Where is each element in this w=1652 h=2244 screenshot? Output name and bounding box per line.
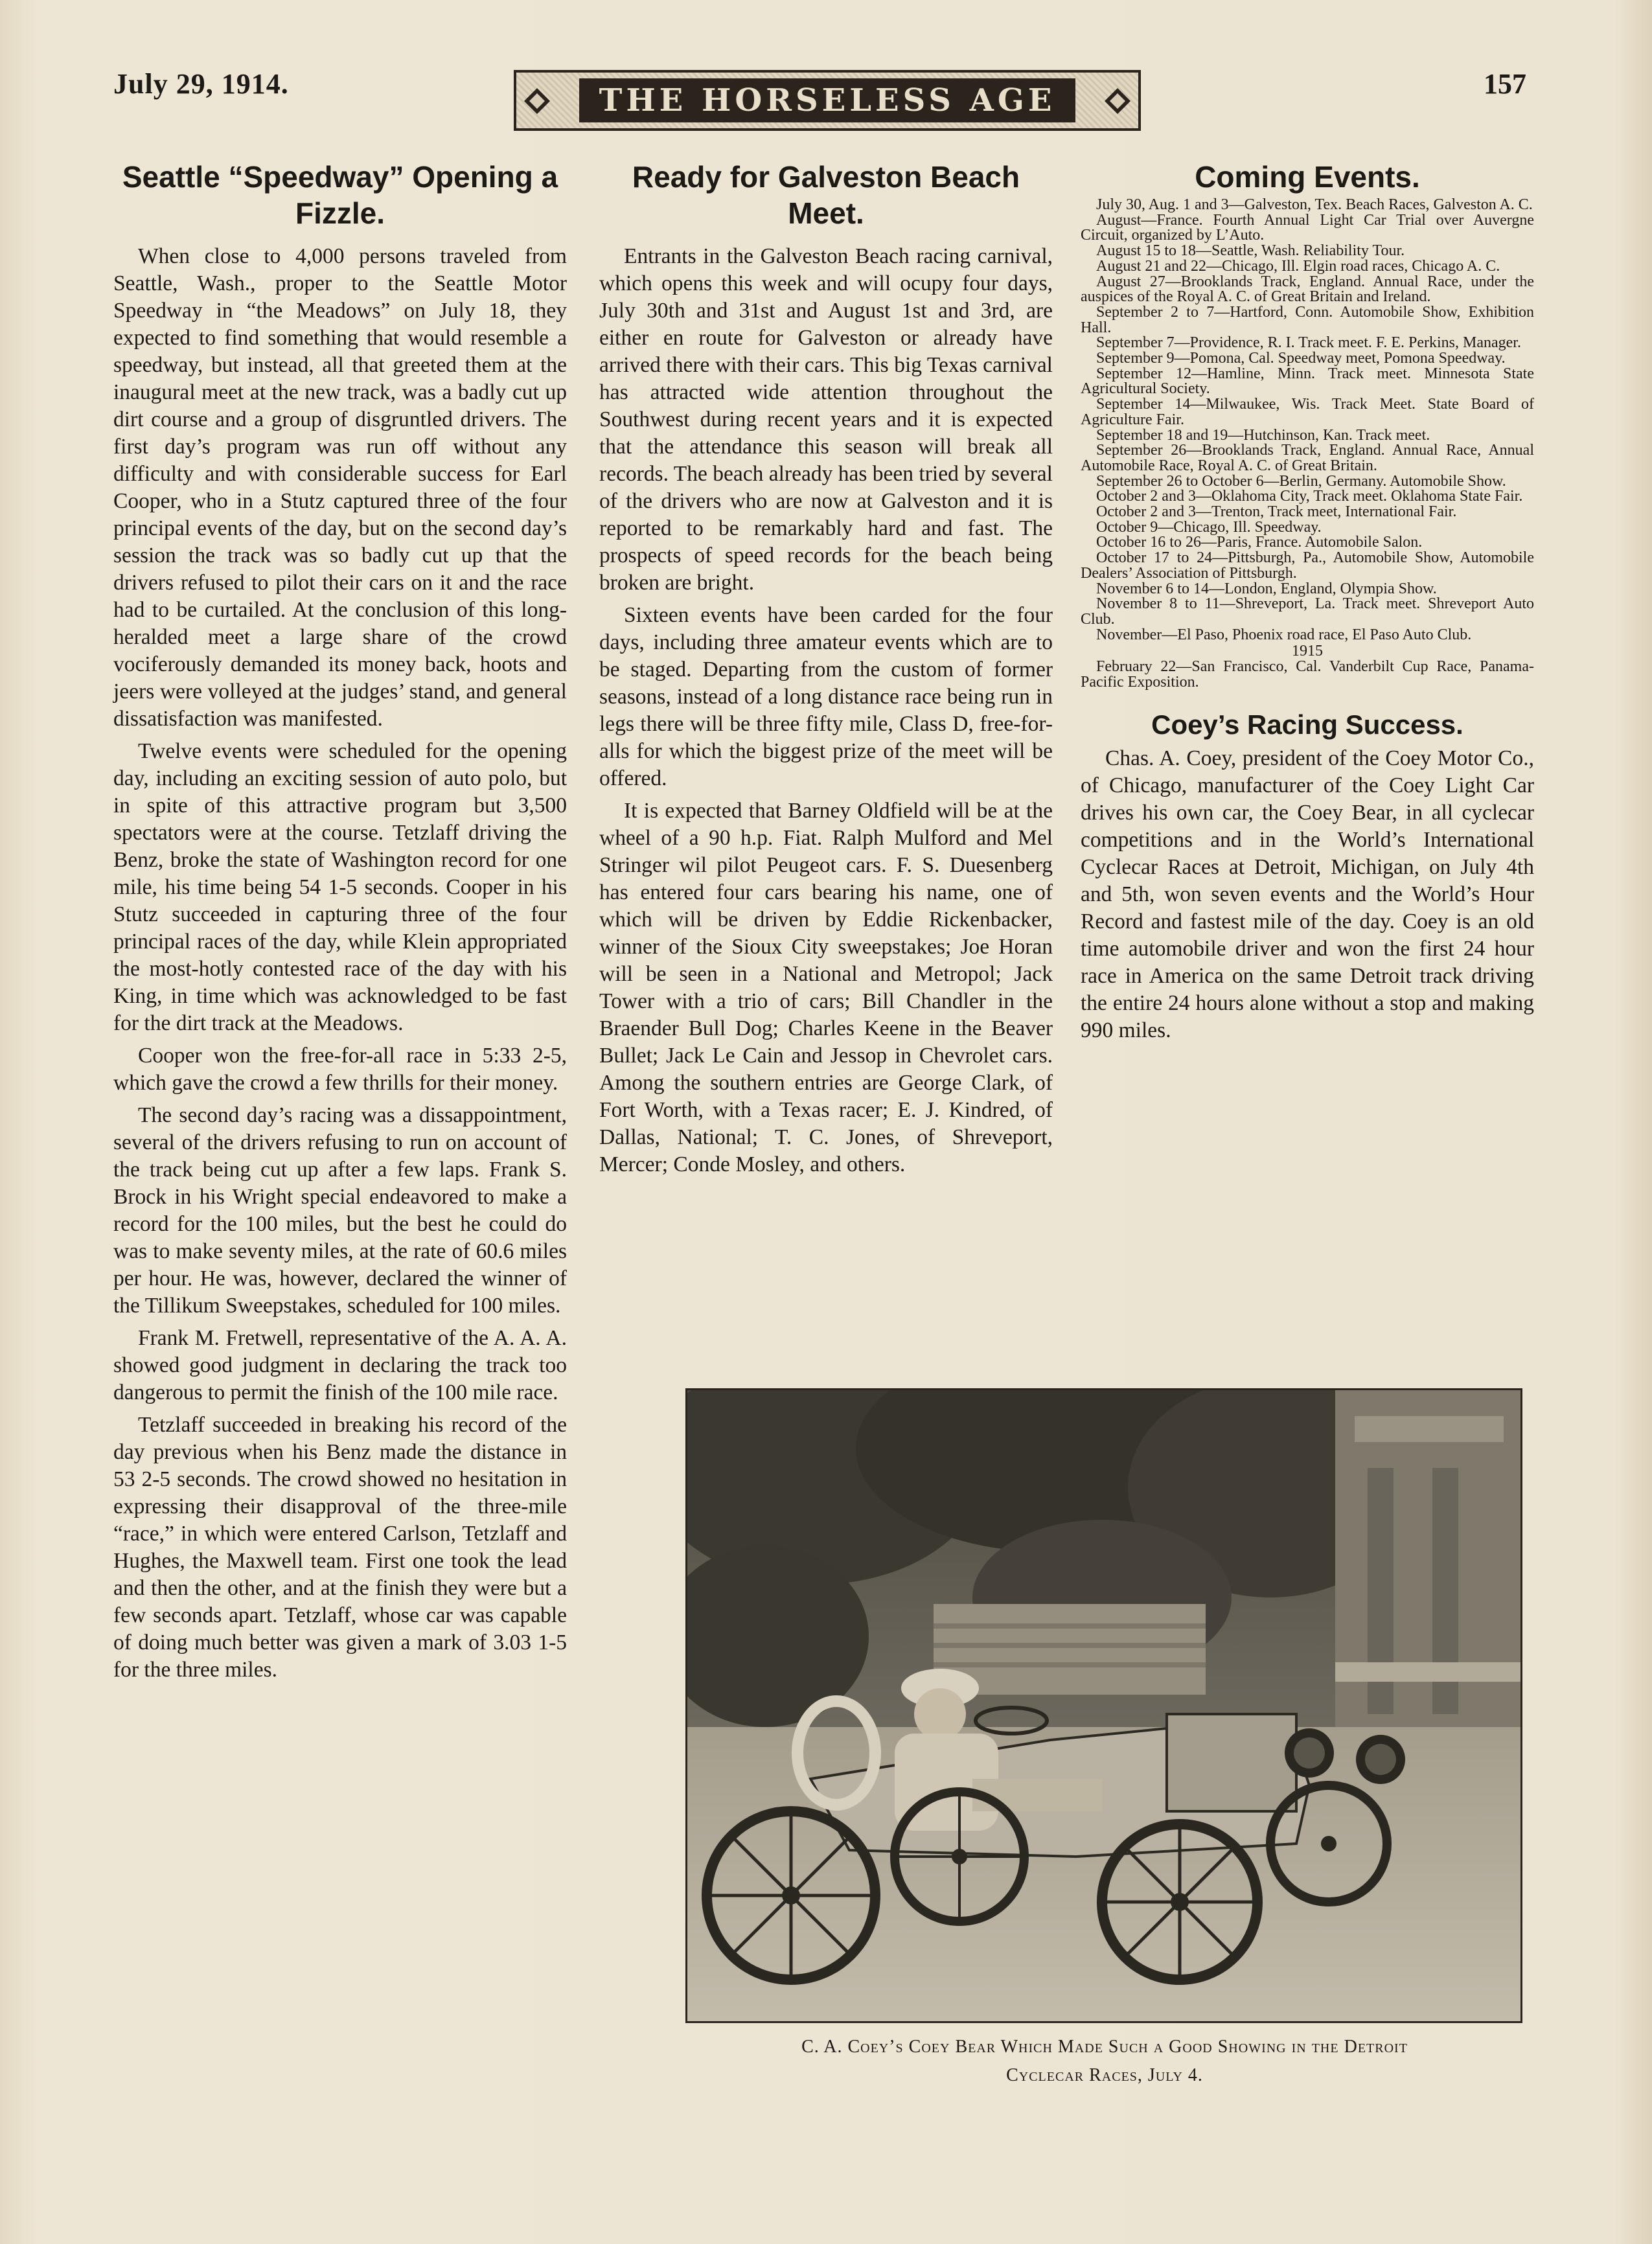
event-item: September 9—Pomona, Cal. Speedway meet, Pomona Speedway.	[1096, 350, 1506, 367]
event-item: September 7—Providence, R. I. Track meet. F. E. Perkins, Manager.	[1096, 334, 1521, 352]
event-item: November 8 to 11—Shreveport, La. Track meet. Shreveport Auto Club.	[1081, 595, 1534, 628]
event-item: October 9—Chicago, Ill. Speedway.	[1096, 518, 1322, 536]
event-item: October 2 and 3—Trenton, Track meet, International Fair.	[1096, 503, 1457, 521]
seattle-paragraph: Cooper won the free-for-all race in 5:33 2-5, which gave the crowd a few thrills for their money.	[113, 1044, 567, 1095]
seattle-paragraph: The second day’s racing was a dissappointment, several of the drivers refusing to run on account of the track being cut up after a few laps. Frank S. Brock in his Wright special endeavored to make a record for the 100 miles, but the best he could do was to make seventy miles, at the rate of 60.6 miles per hour. He was, however, declared the winner of the Tillikum Sweepstakes, scheduled for 100 miles.	[113, 1103, 567, 1318]
caption-line: Cyclecar Races, July 4.	[1006, 2065, 1203, 2085]
issue-date: July 29, 1914.	[113, 68, 289, 100]
event-item: September 26 to October 6—Berlin, Germany. Automobile Show.	[1096, 472, 1506, 490]
event-item: July 30, Aug. 1 and 3—Galveston, Tex. Beach Races, Galveston A. C.	[1096, 196, 1533, 213]
galveston-article	[599, 159, 1053, 1184]
coey-headline: Coey’s Racing Success.	[1151, 709, 1463, 740]
event-item: November—El Paso, Phoenix road race, El Paso Auto Club.	[1096, 626, 1472, 643]
galveston-paragraph: Entrants in the Galveston Beach racing carnival, which opens this week and will ocupy four days, July 30th and 31st and August 1st and 3rd, are either en route for Galveston or already have arrived there with their cars. This big Texas carnival has attracted wide attention throughout the Southwest during recent years and it is expected that the attendance this season will break all records. The beach already has been tried by several of the drivers who are now at Galveston and it is reported to be remarkably hard and fast. The prospects of speed records for the beach being broken are bright.	[599, 244, 1053, 595]
photo-caption	[635, 2033, 1574, 2090]
event-item: February 22—San Francisco, Cal. Vanderbilt Cup Race, Panama-Pacific Exposition.	[1081, 658, 1534, 691]
seattle-paragraph: When close to 4,000 persons traveled from Seattle, Wash., proper to the Seattle Motor Speedway in “the Meadows” on July 18, they expected to find something that would resemble a speedway, but instead, all that greeted them at the inaugural meet at the new track, was a badly cut up dirt course and a group of disgruntled drivers. The first day’s program was run off without any difficulty and with considerable success for Earl Cooper, who in a Stutz captured three of the four principal events of the day, but on the second day’s session the track was so badly cut up that the drivers refused to pilot their cars on it and the race had to be curtailed. At the conclusion of this long-heralded meet a large share of the crowd vociferously demanded its money back, hoots and jeers were volleyed at the judges’ stand, and general dissatisfaction was manifested.	[113, 244, 567, 731]
event-item: November 6 to 14—London, England, Olympia Show.	[1096, 580, 1437, 597]
galveston-headline: Ready for Galveston Beach Meet.	[632, 160, 1020, 230]
galveston-paragraph: It is expected that Barney Oldfield will be at the wheel of a 90 h.p. Fiat. Ralph Mulford and Mel Stringer wil pilot Peugeot cars. F. S. Duesenberg has entered four cars bearing his name, one of which will be driven by Eddie Rickenbacker, winner of the Sioux City sweepstakes; Joe Horan will be seen in a National and Metropol; Jack Tower with a trio of cars; Bill Chandler in the Braender Bull Dog; Charles Keene in the Beaver Bullet; Jack Le Cain and Jessop in Chevrolet cars. Among the southern entries are George Clark, of Fort Worth, with a Texas racer; E. J. Kindred, of Dallas, National; T. C. Jones, of Shreveport, Mercer; Conde Mosley, and others.	[599, 799, 1053, 1176]
event-item: September 12—Hamline, Minn. Track meet. Minnesota State Agricultural Society.	[1081, 365, 1534, 398]
event-item: August—France. Fourth Annual Light Car Trial over Auvergne Circuit, organized by L’Auto.	[1081, 211, 1534, 244]
event-item: September 18 and 19—Hutchinson, Kan. Track meet.	[1096, 426, 1430, 444]
galveston-paragraph: Sixteen events have been carded for the four days, including three amateur events which are to be staged. Departing from the custom of former seasons, instead of a long distance race being run in legs there will be three fifty mile, Class D, free-for-alls for which the biggest prize of the meet will be offered.	[599, 603, 1053, 790]
masthead-title: THE HORSELESS AGE	[599, 82, 1056, 119]
event-item: August 27—Brooklands Track, England. Annual Race, under the auspices of the Royal A. C. of Great Britain and Ireland.	[1081, 273, 1534, 306]
seattle-paragraph: Tetzlaff succeeded in breaking his record of the day previous when his Benz made the distance in 53 2-5 seconds. The crowd showed no hesitation in expressing their disapproval of the three-mile “race,” in which were entered Carlson, Tetzlaff and Hughes, the Maxwell team. First one took the lead and then the other, and at the finish they were but a few seconds apart. Tetzlaff, whose car was capable of doing much better was given a mark of 3.03 1-5 for the three miles.	[113, 1413, 567, 1682]
coey-bear-photo	[685, 1388, 1522, 2023]
event-item: October 17 to 24—Pittsburgh, Pa., Automobile Show, Automobile Dealers’ Association of Pittsburgh.	[1081, 549, 1534, 582]
left-ornament-icon	[523, 87, 551, 115]
event-item: August 15 to 18—Seattle, Wash. Reliability Tour.	[1096, 242, 1405, 260]
event-item: September 26—Brooklands Track, England. Annual Race, Annual Automobile Race, Royal A. C. of Great Britain.	[1081, 442, 1534, 474]
coming-events-column	[1081, 159, 1534, 1049]
coey-paragraph: Chas. A. Coey, president of the Coey Motor Co., of Chicago, manufacturer of the Coey Light Car drives his own car, the Coey Bear, in all cyclecar competitions and in the World’s International Cyclecar Races at Detroit, Michigan, on July 4th and 5th, won seven events and the World’s Hour Record and fastest mile of the day. Coey is an old time automobile driver and won the first 24 hour race in America on the same Detroit track driving the entire 24 hours alone without a stop and making 990 miles.	[1081, 746, 1534, 1042]
event-item: August 21 and 22—Chicago, Ill. Elgin road races, Chicago A. C.	[1096, 257, 1500, 275]
seattle-paragraph: Frank M. Fretwell, representative of the A. A. A. showed good judgment in declaring the track too dangerous to permit the finish of the 100 mile race.	[113, 1326, 567, 1404]
seattle-headline: Seattle “Speedway” Opening a Fizzle.	[122, 160, 558, 230]
masthead	[514, 70, 1141, 131]
event-item: September 14—Milwaukee, Wis. Track Meet. State Board of Agriculture Fair.	[1081, 396, 1534, 428]
page-number: 157	[1484, 68, 1526, 100]
caption-line: C. A. Coey’s Coey Bear Which Made Such a Good Showing in the Detroit	[801, 2037, 1408, 2057]
seattle-article	[113, 159, 567, 1689]
event-item: September 2 to 7—Hartford, Conn. Automobile Show, Exhibition Hall.	[1081, 303, 1534, 336]
event-item: October 16 to 26—Paris, France. Automobile Salon.	[1096, 534, 1423, 551]
seattle-paragraph: Twelve events were scheduled for the opening day, including an exciting session of auto polo, but in spite of this attractive program but 3,500 spectators were at the course. Tetzlaff driving the Benz, broke the state of Washington record for one mile, his time being 54 1-5 seconds. Cooper in his Stutz succeeded in capturing three of the four principal races of the day, while Klein appropriated the most-hotly contested race of the day with his King, in time which was acknowledged to be fast for the dirt track at the Meadows.	[113, 739, 567, 1035]
coming-events-headline: Coming Events.	[1195, 160, 1420, 194]
events-list	[1081, 198, 1534, 691]
event-item: October 2 and 3—Oklahoma City, Track meet. Oklahoma State Fair.	[1096, 488, 1523, 505]
cyclecar-illustration	[687, 1390, 1520, 2021]
events-year-heading: 1915	[1292, 643, 1323, 660]
right-ornament-icon	[1103, 87, 1132, 115]
